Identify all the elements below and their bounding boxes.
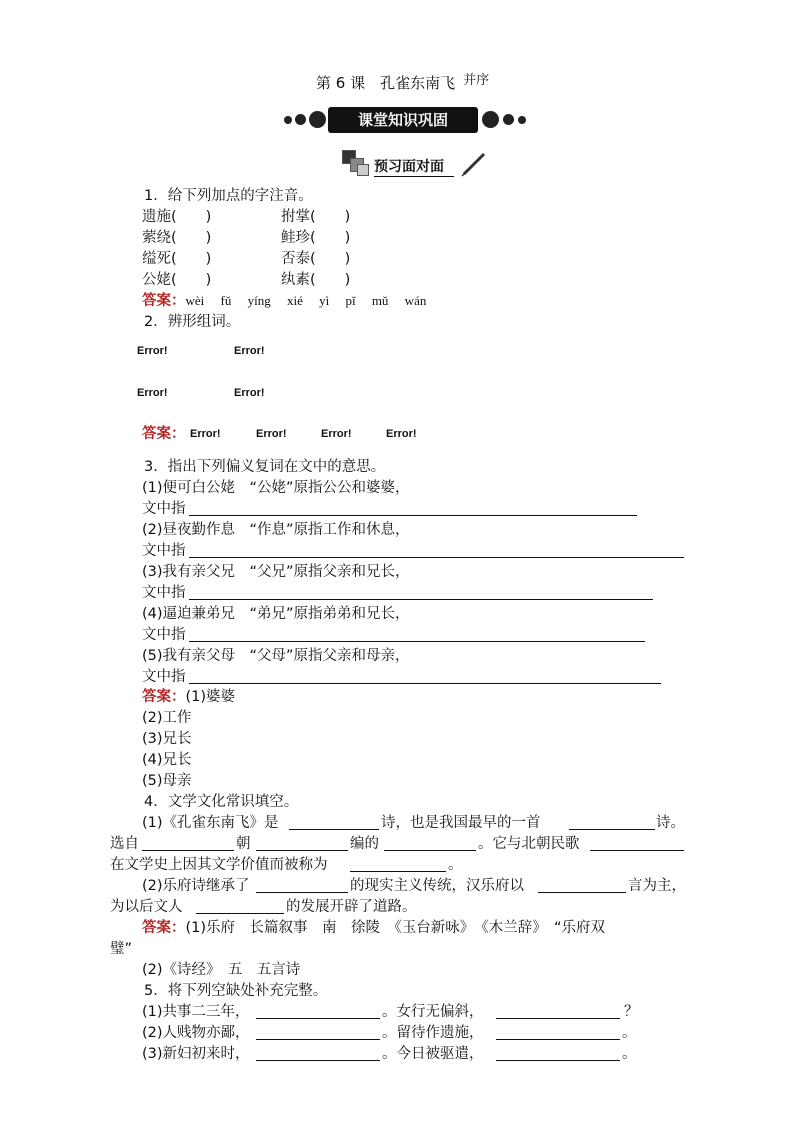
sub-banner-label: 预习面对面 — [374, 156, 454, 177]
q1-item: 纨素( ) — [281, 272, 351, 288]
q5-text: 。留待作遗施， — [382, 1025, 484, 1041]
q3-fill-label: 文中指 — [142, 669, 186, 685]
q4-text: 诗。 — [656, 815, 685, 831]
q2-answer-error: Error! — [386, 428, 417, 440]
q2-error: Error! — [234, 345, 265, 357]
q4-text: 言为主， — [628, 878, 686, 894]
banner-dot-icon — [482, 111, 499, 128]
lesson-title-text: 第 6 课 孔雀东南飞 — [316, 74, 456, 92]
q4-answer-text: (1)乐府 长篇叙事 南 徐陵 《玉台新咏》 《木兰辞》 “乐府双 — [185, 920, 606, 936]
q2-error: Error! — [234, 387, 265, 399]
lesson-title-suffix: 并序 — [463, 73, 490, 88]
q5-blank[interactable] — [496, 1018, 620, 1019]
q4-blank[interactable] — [196, 913, 284, 914]
q3-prompt: 3．指出下列偏义复词在文中的意思。 — [144, 459, 386, 475]
banner-dot-icon — [309, 111, 326, 128]
answer-label: 答案： — [142, 293, 186, 309]
q1-answer-text: wèi fǔ yíng xié yì pǐ mǔ wán — [185, 293, 427, 308]
q4-blank[interactable] — [538, 892, 626, 893]
q5-prompt: 5．将下列空缺处补充完整。 — [144, 983, 328, 999]
q5-text: 。 — [622, 1025, 637, 1041]
q2-error: Error! — [137, 387, 168, 399]
q1-item: 否泰( ) — [281, 251, 351, 267]
q1-item: 拊掌( ) — [281, 209, 351, 225]
q3-item: (4)逼迫兼弟兄 “弟兄”原指弟弟和兄长， — [142, 606, 410, 622]
answer-label: 答案： — [142, 689, 186, 705]
q4-text: 。它与北朝民歌 — [478, 836, 580, 852]
q3-blank[interactable] — [189, 557, 684, 558]
q3-fill-label: 文中指 — [142, 543, 186, 559]
q4-text: 的发展开辟了道路。 — [286, 899, 417, 915]
q5-blank[interactable] — [256, 1039, 380, 1040]
q5-blank[interactable] — [256, 1060, 380, 1061]
q4-text: 。 — [448, 857, 463, 873]
lesson-title — [316, 72, 489, 93]
q5-blank[interactable] — [256, 1018, 380, 1019]
q4-text: 诗，也是我国最早的一首 — [381, 815, 541, 831]
q1-prompt: 1．给下列加点的字注音。 — [144, 188, 313, 204]
q3-answer-item: (4)兄长 — [142, 752, 192, 768]
q3-fill-label: 文中指 — [142, 585, 186, 601]
q3-fill-label: 文中指 — [142, 627, 186, 643]
q4-text: 的现实主义传统，汉乐府以 — [350, 878, 524, 894]
q5-text: 。女行无偏斜， — [382, 1004, 484, 1020]
q4-blank[interactable] — [384, 850, 476, 851]
q2-answer — [142, 424, 186, 444]
q1-item: 遗施( ) — [142, 209, 212, 225]
sub-section-banner — [342, 150, 490, 178]
q4-blank[interactable] — [350, 871, 446, 872]
q2-answer-error: Error! — [321, 428, 352, 440]
q4-blank[interactable] — [142, 850, 234, 851]
section-banner — [282, 107, 532, 133]
q5-text: 。 — [622, 1046, 637, 1062]
q4-text: 朝 — [236, 836, 251, 852]
q4-blank[interactable] — [256, 850, 348, 851]
q4-text: 编的 — [350, 836, 379, 852]
q2-answer-error: Error! — [256, 428, 287, 440]
q4-text: (2)乐府诗继承了 — [142, 878, 250, 894]
q2-prompt: 2．辨形组词。 — [144, 314, 241, 330]
q3-item: (1)便可白公姥 “公姥”原指公公和婆婆， — [142, 480, 410, 496]
banner-label: 课堂知识巩固 — [328, 107, 478, 133]
q3-fill-label: 文中指 — [142, 501, 186, 517]
q1-answer — [142, 291, 426, 311]
q3-item: (3)我有亲父兄 “父兄”原指父亲和兄长， — [142, 564, 410, 580]
squares-icon — [342, 150, 370, 178]
q1-item: 萦绕( ) — [142, 230, 212, 246]
q4-blank[interactable] — [256, 892, 348, 893]
q4-blank[interactable] — [590, 850, 684, 851]
q4-answer-text: (2)《诗经》 五 五言诗 — [142, 962, 301, 978]
q5-text: (3)新妇初来时， — [142, 1046, 250, 1062]
q4-blank[interactable] — [289, 829, 379, 830]
banner-dot-icon — [518, 116, 526, 124]
pen-icon — [460, 150, 488, 178]
q5-text: 。今日被驱遣， — [382, 1046, 484, 1062]
q4-prompt: 4．文学文化常识填空。 — [144, 794, 299, 810]
q1-item: 公姥( ) — [142, 272, 212, 288]
q3-blank[interactable] — [189, 641, 645, 642]
q4-answer-text: 璧” — [110, 941, 133, 957]
q3-answer-item: (1)婆婆 — [185, 689, 236, 705]
q1-item: 鲑珍( ) — [281, 230, 351, 246]
banner-dot-icon — [295, 114, 306, 125]
banner-dot-icon — [503, 114, 514, 125]
q5-text: (2)人贱物亦鄙， — [142, 1025, 250, 1041]
q1-item: 缢死( ) — [142, 251, 212, 267]
q3-answer-item: (5)母亲 — [142, 773, 192, 789]
q3-answer-item: (3)兄长 — [142, 731, 192, 747]
q4-text: 为以后文人 — [110, 899, 183, 915]
q4-text: 在文学史上因其文学价值而被称为 — [110, 857, 328, 873]
q3-answer-item: (2)工作 — [142, 710, 192, 726]
q3-item: (2)昼夜勤作息 “作息”原指工作和休息， — [142, 522, 410, 538]
answer-label: 答案： — [142, 920, 186, 936]
q4-answer — [142, 918, 605, 938]
banner-dot-icon — [284, 116, 292, 124]
q3-item: (5)我有亲父母 “父母”原指父亲和母亲， — [142, 648, 410, 664]
q5-blank[interactable] — [496, 1060, 620, 1061]
q5-text: (1)共事二三年， — [142, 1004, 250, 1020]
q3-blank[interactable] — [189, 683, 661, 684]
q4-blank[interactable] — [569, 829, 655, 830]
q3-answer — [142, 687, 235, 707]
answer-label: 答案： — [142, 426, 186, 442]
q2-error: Error! — [137, 345, 168, 357]
q2-answer-error: Error! — [190, 428, 221, 440]
q5-text: ？ — [624, 1004, 639, 1020]
q3-blank[interactable] — [189, 599, 653, 600]
q5-blank[interactable] — [496, 1039, 620, 1040]
q3-blank[interactable] — [189, 515, 637, 516]
q4-text: (1)《孔雀东南飞》是 — [142, 815, 279, 831]
q4-text: 选自 — [110, 836, 139, 852]
